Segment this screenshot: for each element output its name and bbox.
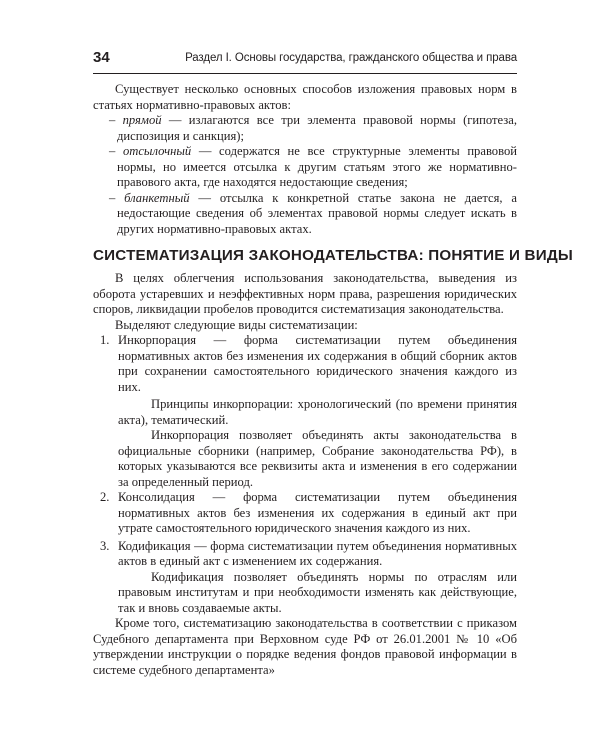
method-text: — отсылка к конкретной статье закона не дается, а недостающие сведения об элементах правовой нормы следует искать в других нормативно-правовых актах. [117, 190, 517, 236]
closing-paragraph: Кроме того, систематизацию законодательства в соответствии с приказом Судебного департамента при Верховном суде РФ от 26.01.2001 № 10 «Об утверждении инструкции о порядке ведения фондов правовой информации в системе судебного департамента» [93, 616, 517, 677]
running-header [93, 49, 517, 74]
paragraph: Выделяют следующие виды систематизации: [115, 317, 358, 332]
list-item-text: Консолидация — форма систематизации путем объединения нормативных актов без изменения их содержания в единый акт при утрате самостоятельного юридического значения каждого из них. [118, 490, 517, 535]
paragraph: В целях облегчения использования законодательства, выведения из оборота устаревших и неэффективных норм права, разрешения юридических споров, ликвидации пробелов проводится систематизация законодательства. [93, 271, 517, 316]
list-number: 3. [100, 538, 110, 553]
method-item-blanket: – бланкетный — отсылка к конкретной статье закона не дается, а недостающие сведения об элементах правовой нормы следует искать в других нормативно-правовых актах. [109, 190, 517, 236]
list-number: 2. [100, 490, 110, 504]
list-number: 1. [100, 333, 110, 347]
method-item-direct: – прямой — излагаются все три элемента правовой нормы (гипотеза, диспозиция и санкция); [109, 113, 517, 143]
intro-paragraph: Существует несколько основных способов изложения правовых норм в статьях нормативно-правовых актов: [93, 82, 517, 112]
method-text: — содержатся не все структурные элементы правовой нормы, но имеется отсылка к другим статьям этого же нормативно-правового акта, где находятся недостающие сведения; [117, 144, 517, 189]
section-heading: СИСТЕМАТИЗАЦИЯ ЗАКОНОДАТЕЛЬСТВА: ПОНЯТИЕ И ВИДЫ [93, 247, 573, 264]
sub-paragraph: Инкорпорация позволяет объединять акты законодательства в официальные сборники (например, Собрание законодательства РФ), в которых указываются все реквизиты акта и изменения в его содержании за определенный период. [118, 428, 517, 489]
section-title: Раздел I. Основы государства, гражданского общества и права [185, 52, 517, 64]
sub-paragraph: Принципы инкорпорации: хронологический (по времени принятия акта), тематический. [118, 397, 517, 427]
list-item-text: Инкорпорация — форма систематизации путем объединения нормативных актов без изменения их содержания в общий сборник актов при сохранении самостоятельного юридического значения каждого из них. [118, 333, 517, 394]
page-number: 34 [93, 49, 110, 66]
list-item-consolidation [100, 490, 517, 537]
method-term: отсылочный [122, 144, 192, 158]
page-body [93, 82, 573, 678]
method-term: бланкетный [124, 190, 190, 205]
method-term: прямой [122, 113, 162, 127]
method-text: — излагаются все три элемента правовой нормы (гипотеза, диспозиция и санкция); [117, 113, 517, 143]
list-item-codification [100, 538, 517, 570]
list-item-text: Кодификация — форма систематизации путем объединения нормативных актов в единый акт с изменением их содержания. [118, 538, 517, 568]
method-item-reference: – отсылочный — содержатся не все структурные элементы правовой нормы, но имеется отсылка к другим статьям этого же нормативно-правового акта, где находятся недостающие сведения; [109, 144, 517, 189]
list-item-incorporation [100, 333, 517, 395]
sub-paragraph: Кодификация позволяет объединять нормы по отраслям или правовым институтам и при необходимости изменять как действующие, так и вновь создаваемые акты. [118, 569, 517, 615]
